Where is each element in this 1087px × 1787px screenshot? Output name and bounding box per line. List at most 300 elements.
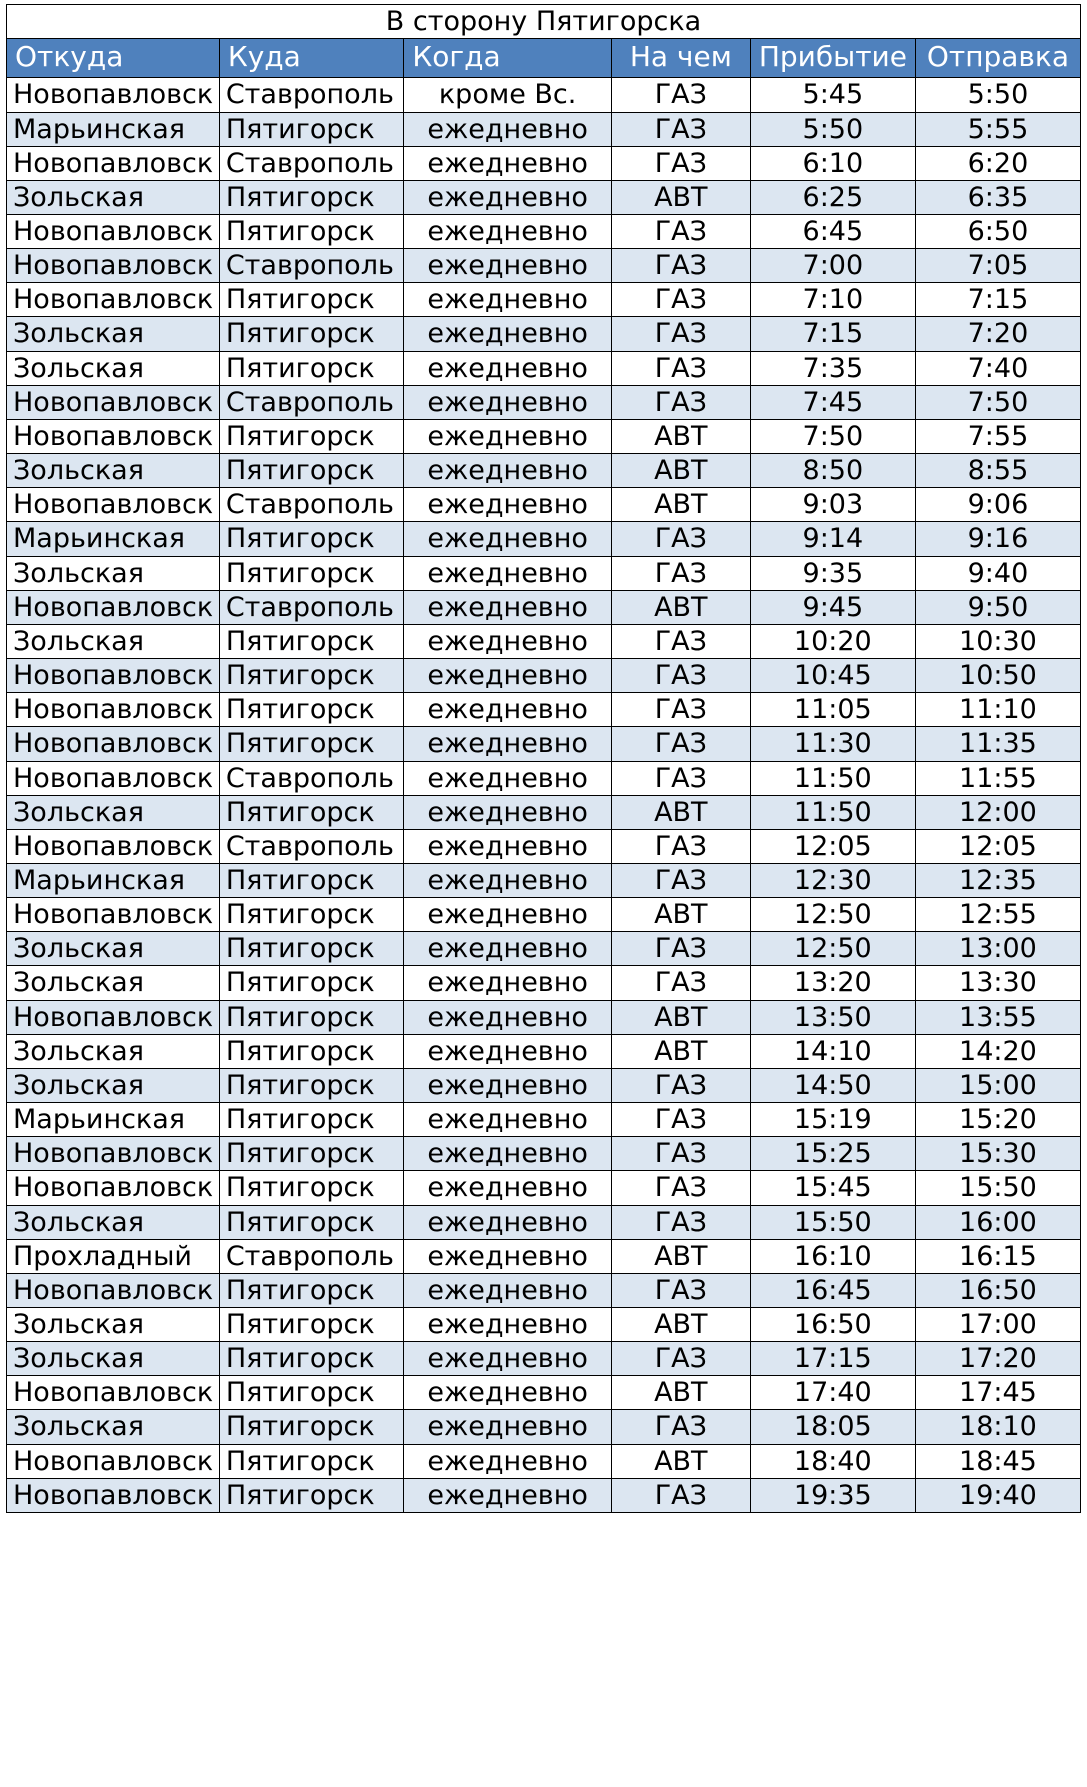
cell-when: ежедневно xyxy=(404,1103,611,1137)
cell-from: Зольская xyxy=(7,317,220,351)
cell-to: Пятигорск xyxy=(219,898,404,932)
cell-departure: 7:15 xyxy=(915,283,1080,317)
cell-departure: 19:40 xyxy=(915,1478,1080,1512)
cell-from: Марьинская xyxy=(7,522,220,556)
cell-when: ежедневно xyxy=(404,1034,611,1068)
cell-to: Пятигорск xyxy=(219,1478,404,1512)
cell-when: ежедневно xyxy=(404,795,611,829)
cell-to: Пятигорск xyxy=(219,317,404,351)
cell-transport: ГАЗ xyxy=(611,351,750,385)
cell-to: Пятигорск xyxy=(219,215,404,249)
cell-transport: ГАЗ xyxy=(611,283,750,317)
cell-departure: 11:55 xyxy=(915,761,1080,795)
cell-departure: 17:20 xyxy=(915,1342,1080,1376)
cell-transport: АВТ xyxy=(611,1000,750,1034)
cell-transport: ГАЗ xyxy=(611,932,750,966)
cell-to: Пятигорск xyxy=(219,1103,404,1137)
cell-to: Пятигорск xyxy=(219,1410,404,1444)
table-row xyxy=(7,556,1081,590)
cell-when: ежедневно xyxy=(404,317,611,351)
cell-departure: 8:55 xyxy=(915,454,1080,488)
cell-from: Зольская xyxy=(7,180,220,214)
cell-arrival: 10:20 xyxy=(750,624,915,658)
table-row xyxy=(7,1205,1081,1239)
cell-transport: ГАЗ xyxy=(611,1171,750,1205)
cell-departure: 9:16 xyxy=(915,522,1080,556)
page-title: В сторону Пятигорска xyxy=(7,5,1081,39)
cell-transport: ГАЗ xyxy=(611,385,750,419)
cell-departure: 10:50 xyxy=(915,659,1080,693)
cell-from: Зольская xyxy=(7,1410,220,1444)
cell-arrival: 15:19 xyxy=(750,1103,915,1137)
cell-transport: ГАЗ xyxy=(611,556,750,590)
table-row xyxy=(7,1137,1081,1171)
cell-when: ежедневно xyxy=(404,863,611,897)
cell-departure: 7:40 xyxy=(915,351,1080,385)
cell-arrival: 17:15 xyxy=(750,1342,915,1376)
cell-departure: 11:35 xyxy=(915,727,1080,761)
cell-departure: 13:30 xyxy=(915,966,1080,1000)
cell-arrival: 19:35 xyxy=(750,1478,915,1512)
cell-departure: 11:10 xyxy=(915,693,1080,727)
table-row xyxy=(7,385,1081,419)
cell-from: Зольская xyxy=(7,1068,220,1102)
table-row xyxy=(7,283,1081,317)
cell-transport: ГАЗ xyxy=(611,863,750,897)
table-row xyxy=(7,727,1081,761)
cell-to: Пятигорск xyxy=(219,351,404,385)
table-row xyxy=(7,1171,1081,1205)
cell-arrival: 14:50 xyxy=(750,1068,915,1102)
cell-transport: АВТ xyxy=(611,1444,750,1478)
cell-transport: ГАЗ xyxy=(611,761,750,795)
cell-transport: ГАЗ xyxy=(611,146,750,180)
cell-from: Новопавловск xyxy=(7,488,220,522)
cell-transport: ГАЗ xyxy=(611,1137,750,1171)
table-row xyxy=(7,1068,1081,1102)
table-row xyxy=(7,1239,1081,1273)
cell-when: ежедневно xyxy=(404,727,611,761)
cell-from: Новопавловск xyxy=(7,78,220,112)
cell-arrival: 12:50 xyxy=(750,898,915,932)
cell-departure: 13:55 xyxy=(915,1000,1080,1034)
cell-from: Зольская xyxy=(7,1342,220,1376)
cell-from: Новопавловск xyxy=(7,146,220,180)
table-row xyxy=(7,180,1081,214)
cell-transport: ГАЗ xyxy=(611,727,750,761)
cell-from: Прохладный xyxy=(7,1239,220,1273)
cell-when: ежедневно xyxy=(404,112,611,146)
cell-from: Новопавловск xyxy=(7,693,220,727)
cell-departure: 6:50 xyxy=(915,215,1080,249)
cell-transport: АВТ xyxy=(611,1376,750,1410)
cell-arrival: 16:50 xyxy=(750,1308,915,1342)
cell-transport: АВТ xyxy=(611,488,750,522)
cell-to: Пятигорск xyxy=(219,1342,404,1376)
cell-arrival: 18:40 xyxy=(750,1444,915,1478)
cell-arrival: 16:45 xyxy=(750,1273,915,1307)
table-row xyxy=(7,351,1081,385)
column-header-row xyxy=(7,39,1081,78)
cell-when: ежедневно xyxy=(404,1410,611,1444)
table-row xyxy=(7,317,1081,351)
cell-transport: АВТ xyxy=(611,1308,750,1342)
cell-to: Пятигорск xyxy=(219,1000,404,1034)
cell-departure: 12:05 xyxy=(915,829,1080,863)
cell-transport: ГАЗ xyxy=(611,624,750,658)
cell-departure: 9:40 xyxy=(915,556,1080,590)
cell-arrival: 11:50 xyxy=(750,795,915,829)
cell-arrival: 7:45 xyxy=(750,385,915,419)
cell-to: Пятигорск xyxy=(219,966,404,1000)
cell-when: ежедневно xyxy=(404,1137,611,1171)
table-row xyxy=(7,1308,1081,1342)
cell-departure: 10:30 xyxy=(915,624,1080,658)
cell-transport: АВТ xyxy=(611,454,750,488)
cell-to: Пятигорск xyxy=(219,1205,404,1239)
cell-from: Зольская xyxy=(7,1308,220,1342)
cell-when: ежедневно xyxy=(404,1171,611,1205)
cell-departure: 12:35 xyxy=(915,863,1080,897)
cell-from: Новопавловск xyxy=(7,829,220,863)
cell-when: ежедневно xyxy=(404,1478,611,1512)
cell-transport: ГАЗ xyxy=(611,522,750,556)
cell-arrival: 11:05 xyxy=(750,693,915,727)
cell-when: ежедневно xyxy=(404,1273,611,1307)
cell-from: Зольская xyxy=(7,624,220,658)
cell-arrival: 7:00 xyxy=(750,249,915,283)
cell-arrival: 5:45 xyxy=(750,78,915,112)
cell-departure: 9:06 xyxy=(915,488,1080,522)
table-row xyxy=(7,829,1081,863)
cell-when: ежедневно xyxy=(404,522,611,556)
cell-from: Зольская xyxy=(7,966,220,1000)
cell-departure: 6:35 xyxy=(915,180,1080,214)
table-row xyxy=(7,761,1081,795)
cell-arrival: 9:35 xyxy=(750,556,915,590)
cell-to: Пятигорск xyxy=(219,1068,404,1102)
cell-to: Пятигорск xyxy=(219,1376,404,1410)
cell-from: Новопавловск xyxy=(7,727,220,761)
cell-from: Новопавловск xyxy=(7,1478,220,1512)
cell-departure: 18:45 xyxy=(915,1444,1080,1478)
column-header-departure: Отправка xyxy=(915,39,1080,78)
cell-when: ежедневно xyxy=(404,829,611,863)
cell-transport: ГАЗ xyxy=(611,1410,750,1444)
cell-departure: 5:55 xyxy=(915,112,1080,146)
cell-to: Пятигорск xyxy=(219,863,404,897)
table-row xyxy=(7,1410,1081,1444)
cell-departure: 17:00 xyxy=(915,1308,1080,1342)
cell-when: ежедневно xyxy=(404,1000,611,1034)
cell-to: Ставрополь xyxy=(219,488,404,522)
cell-transport: ГАЗ xyxy=(611,966,750,1000)
cell-from: Новопавловск xyxy=(7,1376,220,1410)
cell-to: Пятигорск xyxy=(219,1273,404,1307)
cell-from: Новопавловск xyxy=(7,1273,220,1307)
cell-when: ежедневно xyxy=(404,419,611,453)
cell-transport: АВТ xyxy=(611,795,750,829)
cell-transport: ГАЗ xyxy=(611,215,750,249)
table-row xyxy=(7,146,1081,180)
cell-when: ежедневно xyxy=(404,385,611,419)
cell-transport: ГАЗ xyxy=(611,249,750,283)
cell-transport: ГАЗ xyxy=(611,1103,750,1137)
cell-when: ежедневно xyxy=(404,1376,611,1410)
cell-to: Пятигорск xyxy=(219,112,404,146)
cell-departure: 18:10 xyxy=(915,1410,1080,1444)
table-row xyxy=(7,1478,1081,1512)
table-row xyxy=(7,1376,1081,1410)
cell-transport: ГАЗ xyxy=(611,1478,750,1512)
cell-to: Ставрополь xyxy=(219,78,404,112)
cell-arrival: 7:50 xyxy=(750,419,915,453)
cell-from: Новопавловск xyxy=(7,249,220,283)
cell-departure: 16:00 xyxy=(915,1205,1080,1239)
table-row xyxy=(7,590,1081,624)
table-row xyxy=(7,863,1081,897)
cell-when: ежедневно xyxy=(404,1068,611,1102)
cell-when: ежедневно xyxy=(404,1342,611,1376)
cell-when: ежедневно xyxy=(404,590,611,624)
cell-to: Пятигорск xyxy=(219,624,404,658)
cell-from: Марьинская xyxy=(7,1103,220,1137)
cell-from: Зольская xyxy=(7,795,220,829)
column-header-to: Куда xyxy=(219,39,404,78)
cell-from: Новопавловск xyxy=(7,761,220,795)
cell-when: ежедневно xyxy=(404,249,611,283)
cell-when: ежедневно xyxy=(404,146,611,180)
cell-transport: ГАЗ xyxy=(611,1342,750,1376)
cell-transport: АВТ xyxy=(611,1034,750,1068)
table-row xyxy=(7,112,1081,146)
cell-arrival: 5:50 xyxy=(750,112,915,146)
table-row xyxy=(7,78,1081,112)
cell-to: Пятигорск xyxy=(219,522,404,556)
cell-departure: 15:50 xyxy=(915,1171,1080,1205)
cell-to: Ставрополь xyxy=(219,249,404,283)
cell-from: Марьинская xyxy=(7,863,220,897)
cell-arrival: 12:05 xyxy=(750,829,915,863)
cell-to: Пятигорск xyxy=(219,727,404,761)
cell-arrival: 12:30 xyxy=(750,863,915,897)
cell-transport: ГАЗ xyxy=(611,1205,750,1239)
cell-when: ежедневно xyxy=(404,283,611,317)
cell-from: Зольская xyxy=(7,454,220,488)
cell-departure: 7:05 xyxy=(915,249,1080,283)
column-header-arrival: Прибытие xyxy=(750,39,915,78)
cell-transport: АВТ xyxy=(611,590,750,624)
cell-to: Пятигорск xyxy=(219,693,404,727)
cell-when: ежедневно xyxy=(404,1205,611,1239)
cell-when: ежедневно xyxy=(404,1239,611,1273)
cell-transport: ГАЗ xyxy=(611,1273,750,1307)
cell-transport: ГАЗ xyxy=(611,1068,750,1102)
cell-when: ежедневно xyxy=(404,966,611,1000)
cell-from: Новопавловск xyxy=(7,1171,220,1205)
cell-departure: 16:15 xyxy=(915,1239,1080,1273)
table-row xyxy=(7,693,1081,727)
cell-to: Ставрополь xyxy=(219,146,404,180)
title-row xyxy=(7,5,1081,39)
table-row xyxy=(7,966,1081,1000)
cell-arrival: 13:50 xyxy=(750,1000,915,1034)
cell-from: Новопавловск xyxy=(7,898,220,932)
cell-transport: ГАЗ xyxy=(611,78,750,112)
cell-arrival: 6:10 xyxy=(750,146,915,180)
table-row xyxy=(7,932,1081,966)
cell-departure: 6:20 xyxy=(915,146,1080,180)
table-row xyxy=(7,1273,1081,1307)
table-row xyxy=(7,488,1081,522)
table-row xyxy=(7,215,1081,249)
cell-when: ежедневно xyxy=(404,454,611,488)
cell-departure: 7:20 xyxy=(915,317,1080,351)
cell-to: Ставрополь xyxy=(219,761,404,795)
cell-departure: 7:50 xyxy=(915,385,1080,419)
cell-arrival: 8:50 xyxy=(750,454,915,488)
cell-transport: АВТ xyxy=(611,180,750,214)
cell-when: ежедневно xyxy=(404,556,611,590)
table-row xyxy=(7,249,1081,283)
cell-departure: 5:50 xyxy=(915,78,1080,112)
cell-when: ежедневно xyxy=(404,215,611,249)
schedule-body xyxy=(7,78,1081,1513)
cell-arrival: 7:10 xyxy=(750,283,915,317)
cell-transport: ГАЗ xyxy=(611,112,750,146)
column-header-transport: На чем xyxy=(611,39,750,78)
cell-arrival: 11:30 xyxy=(750,727,915,761)
cell-to: Пятигорск xyxy=(219,932,404,966)
column-header-when: Когда xyxy=(404,39,611,78)
cell-from: Новопавловск xyxy=(7,385,220,419)
cell-departure: 17:45 xyxy=(915,1376,1080,1410)
cell-when: ежедневно xyxy=(404,761,611,795)
cell-arrival: 6:45 xyxy=(750,215,915,249)
cell-transport: АВТ xyxy=(611,1239,750,1273)
cell-transport: АВТ xyxy=(611,419,750,453)
cell-to: Пятигорск xyxy=(219,1308,404,1342)
cell-to: Пятигорск xyxy=(219,1444,404,1478)
cell-when: ежедневно xyxy=(404,932,611,966)
table-row xyxy=(7,1342,1081,1376)
cell-arrival: 10:45 xyxy=(750,659,915,693)
cell-transport: АВТ xyxy=(611,898,750,932)
cell-to: Ставрополь xyxy=(219,1239,404,1273)
cell-when: ежедневно xyxy=(404,659,611,693)
cell-arrival: 7:35 xyxy=(750,351,915,385)
cell-from: Новопавловск xyxy=(7,1444,220,1478)
cell-arrival: 9:03 xyxy=(750,488,915,522)
cell-arrival: 15:50 xyxy=(750,1205,915,1239)
cell-departure: 14:20 xyxy=(915,1034,1080,1068)
cell-arrival: 9:14 xyxy=(750,522,915,556)
cell-from: Зольская xyxy=(7,351,220,385)
cell-arrival: 12:50 xyxy=(750,932,915,966)
cell-arrival: 6:25 xyxy=(750,180,915,214)
cell-to: Пятигорск xyxy=(219,659,404,693)
table-row xyxy=(7,898,1081,932)
cell-from: Новопавловск xyxy=(7,1137,220,1171)
cell-transport: ГАЗ xyxy=(611,693,750,727)
cell-to: Пятигорск xyxy=(219,419,404,453)
cell-departure: 15:30 xyxy=(915,1137,1080,1171)
cell-from: Марьинская xyxy=(7,112,220,146)
table-row xyxy=(7,1444,1081,1478)
cell-arrival: 9:45 xyxy=(750,590,915,624)
table-row xyxy=(7,659,1081,693)
table-row xyxy=(7,522,1081,556)
cell-to: Пятигорск xyxy=(219,180,404,214)
cell-arrival: 18:05 xyxy=(750,1410,915,1444)
cell-when: ежедневно xyxy=(404,1308,611,1342)
cell-departure: 7:55 xyxy=(915,419,1080,453)
cell-arrival: 11:50 xyxy=(750,761,915,795)
cell-arrival: 14:10 xyxy=(750,1034,915,1068)
table-row xyxy=(7,1034,1081,1068)
cell-arrival: 15:45 xyxy=(750,1171,915,1205)
schedule-table xyxy=(6,4,1081,1513)
cell-when: ежедневно xyxy=(404,693,611,727)
cell-to: Пятигорск xyxy=(219,1137,404,1171)
cell-departure: 15:20 xyxy=(915,1103,1080,1137)
cell-departure: 12:00 xyxy=(915,795,1080,829)
table-row xyxy=(7,419,1081,453)
cell-transport: ГАЗ xyxy=(611,317,750,351)
table-row xyxy=(7,1103,1081,1137)
cell-from: Новопавловск xyxy=(7,590,220,624)
cell-from: Новопавловск xyxy=(7,215,220,249)
cell-to: Ставрополь xyxy=(219,590,404,624)
cell-departure: 15:00 xyxy=(915,1068,1080,1102)
cell-departure: 9:50 xyxy=(915,590,1080,624)
cell-from: Новопавловск xyxy=(7,283,220,317)
cell-arrival: 7:15 xyxy=(750,317,915,351)
cell-when: ежедневно xyxy=(404,1444,611,1478)
cell-arrival: 15:25 xyxy=(750,1137,915,1171)
cell-from: Новопавловск xyxy=(7,419,220,453)
cell-arrival: 13:20 xyxy=(750,966,915,1000)
cell-from: Новопавловск xyxy=(7,1000,220,1034)
cell-arrival: 16:10 xyxy=(750,1239,915,1273)
cell-transport: ГАЗ xyxy=(611,659,750,693)
cell-from: Зольская xyxy=(7,1034,220,1068)
cell-departure: 16:50 xyxy=(915,1273,1080,1307)
column-header-from: Откуда xyxy=(7,39,220,78)
cell-when: кроме Вс. xyxy=(404,78,611,112)
table-row xyxy=(7,454,1081,488)
cell-to: Пятигорск xyxy=(219,283,404,317)
cell-to: Пятигорск xyxy=(219,1034,404,1068)
cell-when: ежедневно xyxy=(404,351,611,385)
table-row xyxy=(7,795,1081,829)
table-row xyxy=(7,1000,1081,1034)
cell-to: Пятигорск xyxy=(219,1171,404,1205)
cell-departure: 13:00 xyxy=(915,932,1080,966)
cell-from: Зольская xyxy=(7,1205,220,1239)
cell-from: Зольская xyxy=(7,556,220,590)
cell-when: ежедневно xyxy=(404,488,611,522)
cell-from: Зольская xyxy=(7,932,220,966)
cell-to: Пятигорск xyxy=(219,454,404,488)
cell-from: Новопавловск xyxy=(7,659,220,693)
cell-to: Пятигорск xyxy=(219,556,404,590)
cell-to: Ставрополь xyxy=(219,829,404,863)
table-row xyxy=(7,624,1081,658)
cell-transport: ГАЗ xyxy=(611,829,750,863)
cell-arrival: 17:40 xyxy=(750,1376,915,1410)
cell-to: Пятигорск xyxy=(219,795,404,829)
